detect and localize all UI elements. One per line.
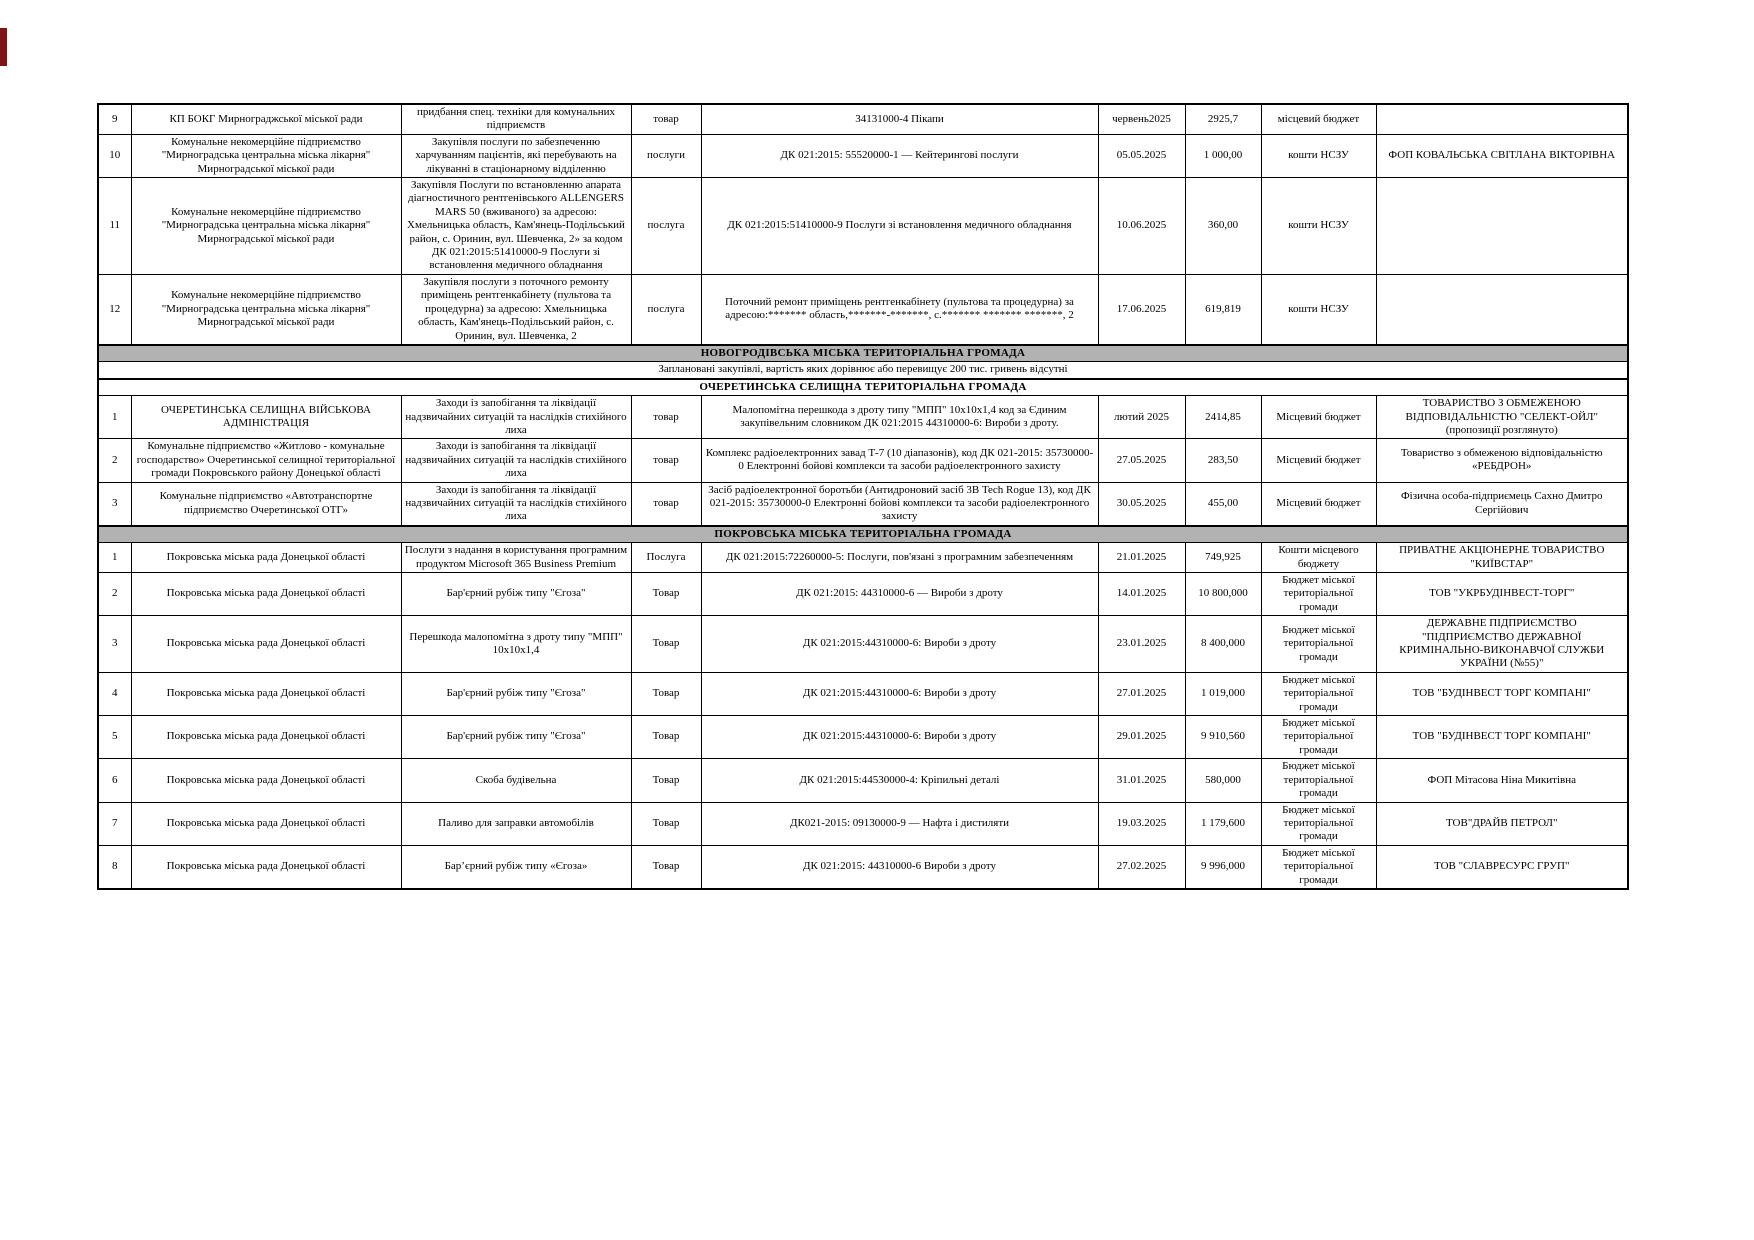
cell-organization: Комунальне підприємство «Автотранспортне підприємство Очеретинської ОТГ» [131,482,401,526]
table-row [98,616,1628,673]
cell-supplier: ТОВ "УКРБУДІНВЕСТ-ТОРГ" [1376,573,1628,616]
table-row [98,178,1628,275]
cell-funding-source: Кошти місцевого бюджету [1261,543,1376,573]
cell-row-number: 6 [98,759,131,802]
cell-description: Закупівля послуги з поточного ремонту приміщень рентгенкабінету (пультова та процедурна) за адресою: Хмельницька область, Кам'янець-Подільський район, с. Оринин, вул. Шевченка, 2 [401,274,631,345]
table-row [98,482,1628,526]
cell-organization: Покровська міська рада Донецької області [131,672,401,715]
cell-date: 21.01.2025 [1098,543,1185,573]
cell-amount: 360,00 [1185,178,1261,275]
table-row [98,134,1628,177]
table-row [98,716,1628,759]
cell-date: 27.05.2025 [1098,439,1185,482]
cell-amount: 10 800,000 [1185,573,1261,616]
procurement-table [97,103,1629,890]
cell-procurement-type: Товар [631,672,701,715]
cell-procurement-type: товар [631,439,701,482]
table-row [98,573,1628,616]
cell-description: придбання спец. техніки для комунальних підприємств [401,104,631,134]
cell-supplier: Фізична особа-підприємець Сахно Дмитро Сергійович [1376,482,1628,526]
cell-description: Скоба будівельна [401,759,631,802]
table-row [98,439,1628,482]
cell-amount: 749,925 [1185,543,1261,573]
cell-amount: 9 910,560 [1185,716,1261,759]
cell-row-number: 7 [98,802,131,845]
cell-item-code: ДК 021:2015: 55520000-1 — Кейтерингові послуги [701,134,1098,177]
cell-procurement-type: Товар [631,802,701,845]
cell-organization: КП БОКГ Мирнограджської міської ради [131,104,401,134]
cell-item-code: ДК 021:2015:44310000-6: Вироби з дроту [701,672,1098,715]
cell-date: 27.02.2025 [1098,845,1185,889]
cell-organization: Покровська міська рада Донецької області [131,573,401,616]
cell-organization: Покровська міська рада Донецької області [131,543,401,573]
cell-item-code: ДК 021:2015: 44310000-6 — Вироби з дроту [701,573,1098,616]
cell-date: 30.05.2025 [1098,482,1185,526]
cell-date: 23.01.2025 [1098,616,1185,673]
cell-item-code: Засіб радіоелектронної боротьби (Антидроновий засіб 3В Tech Rogue 13), код ДК 021-2015: 35730000-0 Електронні бойові комплекси та засоби радіоелектронного захисту [701,482,1098,526]
cell-date: 31.01.2025 [1098,759,1185,802]
cell-item-code: ДК021-2015: 09130000-9 — Нафта і дистиляти [701,802,1098,845]
cell-amount: 2925,7 [1185,104,1261,134]
cell-procurement-type: послуга [631,178,701,275]
cell-procurement-type: послуга [631,274,701,345]
cell-item-code: ДК 021:2015:72260000-5: Послуги, пов'язані з програмним забезпеченням [701,543,1098,573]
cell-item-code: Малопомітна перешкода з дроту типу "МПП" 10х10х1,4 код за Єдиним закупівельним словником ДК 021:2015 44310000-6: Вироби з дроту. [701,396,1098,439]
cell-description: Заходи із запобігання та ліквідації надзвичайних ситуацій та наслідків стихійного лиха [401,439,631,482]
section-header-row [98,526,1628,543]
cell-procurement-type: Товар [631,616,701,673]
cell-supplier: ТОВ"ДРАЙВ ПЕТРОЛ" [1376,802,1628,845]
cell-funding-source: Бюджет міської територіальної громади [1261,672,1376,715]
cell-description: Бар'єрний рубіж типу "Єгоза" [401,716,631,759]
cell-procurement-type: товар [631,396,701,439]
cell-description: Закупівля послуги по забезпеченню харчуванням пацієнтів, які перебувають на лікуванні в стаціонарному відділенню [401,134,631,177]
cell-row-number: 1 [98,396,131,439]
cell-supplier: ДЕРЖАВНЕ ПІДПРИЄМСТВО "ПІДПРИЄМСТВО ДЕРЖАВНОЇ КРИМІНАЛЬНО-ВИКОНАВЧОЇ СЛУЖБИ УКРАЇНИ (№55)" [1376,616,1628,673]
cell-row-number: 12 [98,274,131,345]
cell-organization: Комунальне підприємство «Житлово - комунальне господарство» Очеретинської селищної територіальної громади Покровського району Донецької області [131,439,401,482]
cell-funding-source: Бюджет міської територіальної громади [1261,616,1376,673]
cell-procurement-type: товар [631,482,701,526]
cell-description: Паливо для заправки автомобілів [401,802,631,845]
table-row [98,845,1628,889]
cell-organization: Покровська міська рада Донецької області [131,759,401,802]
cell-item-code: Комплекс радіоелектронних завад Т-7 (10 діапазонів), код ДК 021-2015: 35730000-0 Електронні бойові комплекси та засоби радіоелектронного захисту [701,439,1098,482]
table-row [98,759,1628,802]
cell-description: Закупівля Послуги по встановленню апарата діагностичного рентгенівського ALLENGERS MARS 50 (вживаного) за адресою: Хмельницька область, Кам'янець-Подільський район, с. Оринин, вул. Шевченка, 2» за кодом ДК 021:2015:51410000-9 Послуги зі встановлення медичного обладнання [401,178,631,275]
table-row [98,672,1628,715]
cell-procurement-type: Товар [631,845,701,889]
cell-organization: Покровська міська рада Донецької області [131,802,401,845]
cell-date: 17.06.2025 [1098,274,1185,345]
cell-amount: 455,00 [1185,482,1261,526]
section-note-label: Заплановані закупівлі, вартість яких дорівнює або перевищує 200 тис. гривень відсутні [98,362,1628,379]
table-row [98,104,1628,134]
cell-organization: Комунальне некомерційне підприємство "Мирноградська центральна міська лікарня" Мирноградської міської ради [131,274,401,345]
cell-row-number: 2 [98,439,131,482]
cell-funding-source: кошти НСЗУ [1261,134,1376,177]
cell-organization: Покровська міська рада Донецької області [131,845,401,889]
cell-amount: 580,000 [1185,759,1261,802]
cell-amount: 9 996,000 [1185,845,1261,889]
cell-supplier: Товариство з обмеженою відповідальністю «РЕБДРОН» [1376,439,1628,482]
cell-row-number: 3 [98,616,131,673]
cell-description: Перешкода малопомітна з дроту типу "МПП" 10х10х1,4 [401,616,631,673]
section-note-row [98,362,1628,379]
table-row [98,802,1628,845]
page-edge-marker [0,28,7,66]
cell-procurement-type: Товар [631,573,701,616]
table-row [98,543,1628,573]
cell-date: червень2025 [1098,104,1185,134]
cell-supplier: ТОВАРИСТВО З ОБМЕЖЕНОЮ ВІДПОВІДАЛЬНІСТЮ "СЕЛЕКТ-ОЙЛ" (пропозиції розглянуто) [1376,396,1628,439]
cell-funding-source: Місцевий бюджет [1261,482,1376,526]
cell-date: 19.03.2025 [1098,802,1185,845]
cell-procurement-type: Товар [631,759,701,802]
cell-date: лютий 2025 [1098,396,1185,439]
cell-row-number: 5 [98,716,131,759]
cell-funding-source: Бюджет міської територіальної громади [1261,573,1376,616]
cell-amount: 8 400,000 [1185,616,1261,673]
cell-description: Заходи із запобігання та ліквідації надзвичайних ситуацій та наслідків стихійного лиха [401,482,631,526]
table-row [98,274,1628,345]
cell-amount: 283,50 [1185,439,1261,482]
cell-description: Заходи із запобігання та ліквідації надзвичайних ситуацій та наслідків стихійного лиха [401,396,631,439]
cell-item-code: ДК 021:2015:44310000-6: Вироби з дроту [701,616,1098,673]
cell-item-code: ДК 021:2015:44310000-6: Вироби з дроту [701,716,1098,759]
cell-organization: ОЧЕРЕТИНСЬКА СЕЛИЩНА ВІЙСЬКОВА АДМІНІСТРАЦІЯ [131,396,401,439]
cell-supplier [1376,274,1628,345]
cell-supplier: ФОП Мітасова Ніна Микитівна [1376,759,1628,802]
cell-organization: Комунальне некомерційне підприємство "Мирноградська центральна міська лікарня" Мирноградської міської ради [131,134,401,177]
cell-amount: 1 179,600 [1185,802,1261,845]
section-header-label: ПОКРОВСЬКА МІСЬКА ТЕРИТОРІАЛЬНА ГРОМАДА [98,526,1628,543]
cell-item-code: ДК 021:2015: 44310000-6 Вироби з дроту [701,845,1098,889]
cell-supplier [1376,178,1628,275]
cell-row-number: 3 [98,482,131,526]
cell-row-number: 4 [98,672,131,715]
cell-item-code: ДК 021:2015:51410000-9 Послуги зі встановлення медичного обладнання [701,178,1098,275]
cell-funding-source: Місцевий бюджет [1261,396,1376,439]
cell-funding-source: місцевий бюджет [1261,104,1376,134]
cell-organization: Покровська міська рада Донецької області [131,616,401,673]
section-header-label: НОВОГРОДІВСЬКА МІСЬКА ТЕРИТОРІАЛЬНА ГРОМАДА [98,345,1628,362]
cell-date: 14.01.2025 [1098,573,1185,616]
cell-funding-source: Бюджет міської територіальної громади [1261,759,1376,802]
cell-description: Бар’єрний рубіж типу «Єгоза» [401,845,631,889]
cell-amount: 1 019,000 [1185,672,1261,715]
cell-amount: 2414,85 [1185,396,1261,439]
cell-supplier: ТОВ "БУДІНВЕСТ ТОРГ КОМПАНІ" [1376,672,1628,715]
cell-amount: 1 000,00 [1185,134,1261,177]
cell-funding-source: Бюджет міської територіальної громади [1261,716,1376,759]
cell-funding-source: кошти НСЗУ [1261,178,1376,275]
cell-funding-source: Місцевий бюджет [1261,439,1376,482]
cell-procurement-type: Послуга [631,543,701,573]
cell-description: Бар'єрний рубіж типу "Єгоза" [401,672,631,715]
cell-date: 10.06.2025 [1098,178,1185,275]
cell-procurement-type: товар [631,104,701,134]
cell-row-number: 9 [98,104,131,134]
cell-row-number: 11 [98,178,131,275]
cell-funding-source: Бюджет міської територіальної громади [1261,845,1376,889]
cell-procurement-type: послуги [631,134,701,177]
cell-item-code: 34131000-4 Пікапи [701,104,1098,134]
cell-supplier: ТОВ "СЛАВРЕСУРС ГРУП" [1376,845,1628,889]
cell-funding-source: кошти НСЗУ [1261,274,1376,345]
cell-date: 27.01.2025 [1098,672,1185,715]
cell-description: Послуги з надання в користування програмним продуктом Microsoft 365 Business Premium [401,543,631,573]
cell-supplier: ФОП КОВАЛЬСЬКА СВІТЛАНА ВІКТОРІВНА [1376,134,1628,177]
cell-row-number: 1 [98,543,131,573]
section-header-row [98,345,1628,362]
section-header-label: ОЧЕРЕТИНСЬКА СЕЛИЩНА ТЕРИТОРІАЛЬНА ГРОМАДА [98,379,1628,396]
cell-supplier: ПРИВАТНЕ АКЦІОНЕРНЕ ТОВАРИСТВО "КИЇВСТАР" [1376,543,1628,573]
cell-organization: Покровська міська рада Донецької області [131,716,401,759]
cell-funding-source: Бюджет міської територіальної громади [1261,802,1376,845]
cell-item-code: Поточний ремонт приміщень рентгенкабінету (пультова та процедурна) за адресою:******* область,*******-*******, с.******* ******* *******, 2 [701,274,1098,345]
cell-item-code: ДК 021:2015:44530000-4: Кріпильні деталі [701,759,1098,802]
cell-row-number: 8 [98,845,131,889]
cell-procurement-type: Товар [631,716,701,759]
cell-supplier [1376,104,1628,134]
cell-date: 05.05.2025 [1098,134,1185,177]
cell-date: 29.01.2025 [1098,716,1185,759]
cell-organization: Комунальне некомерційне підприємство "Мирноградська центральна міська лікарня" Мирноградської міської ради [131,178,401,275]
cell-supplier: ТОВ "БУДІНВЕСТ ТОРГ КОМПАНІ" [1376,716,1628,759]
section-header-row [98,379,1628,396]
cell-row-number: 2 [98,573,131,616]
cell-description: Бар'єрний рубіж типу "Єгоза" [401,573,631,616]
table-row [98,396,1628,439]
cell-amount: 619,819 [1185,274,1261,345]
cell-row-number: 10 [98,134,131,177]
